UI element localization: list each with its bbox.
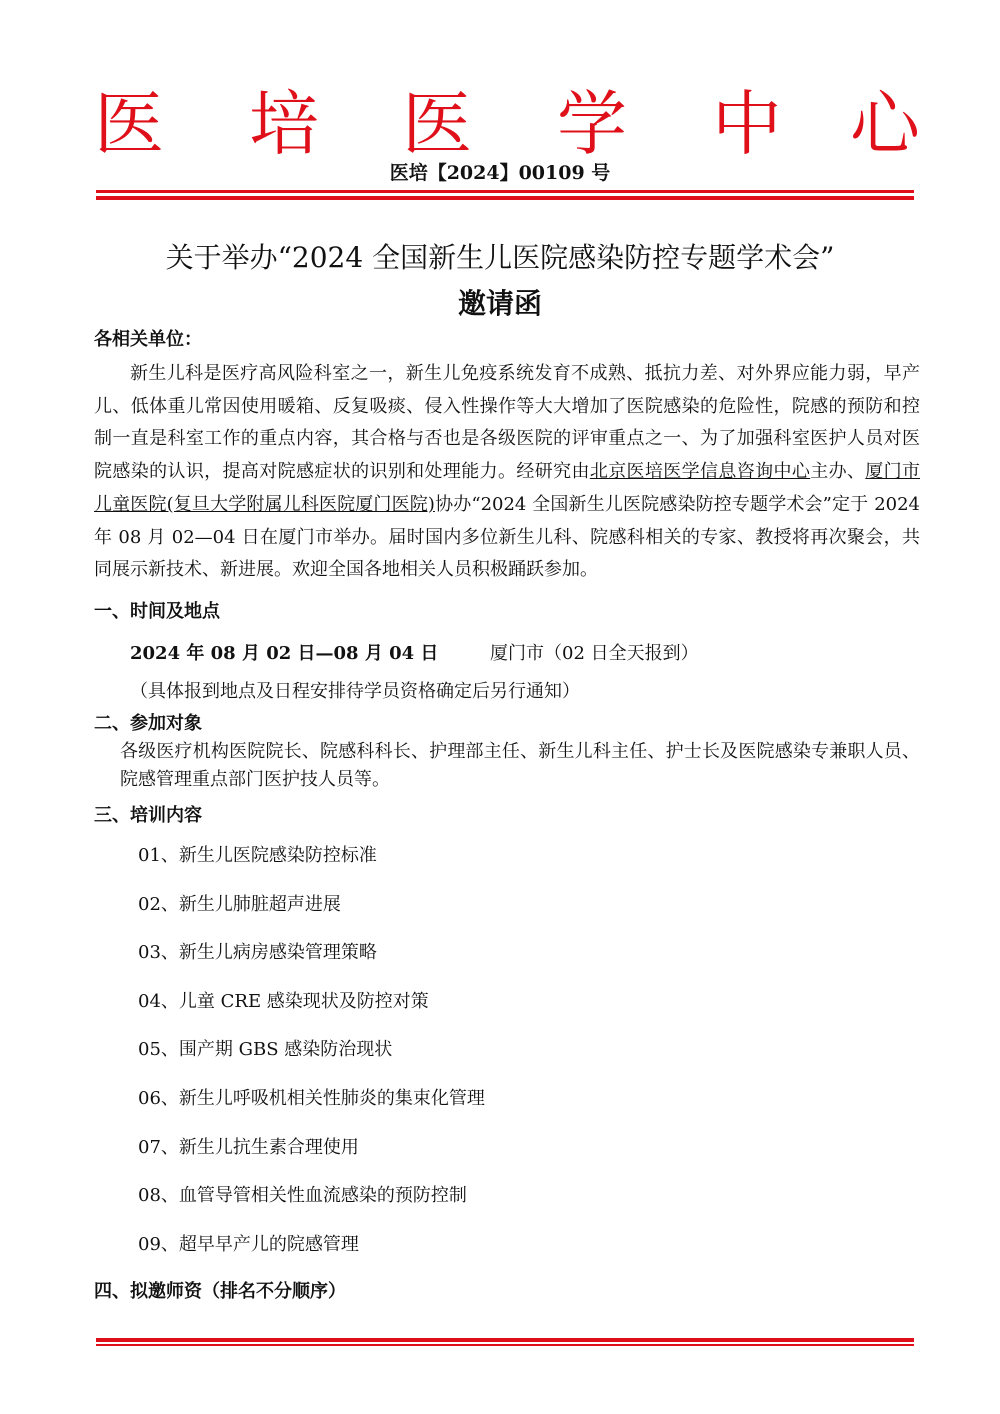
org-name-char: 学 [557, 83, 627, 165]
intro-text-part1: 新生儿科是医疗高风险科室之一，新生儿免疫系统发育不成熟、抵抗力差、对外界应能力弱，早产儿、低体重儿常因使用暖箱、反复吸痰、侵入性操作等大大增加了医院感染的危险性，院感的预防和控制一直是科室工作的重点内容，其合格与否也是各级医院的评审重点之一、为了加强科室医护人员对医院感染的认识，提高对院感症状的识别和处理能力。经研究由 [94, 363, 920, 483]
org-name-char: 医 [94, 83, 164, 165]
course-item: 05、围产期 GBS 感染防治现状 [138, 1039, 393, 1061]
intro-text-part3: 协办“2024 全国新生儿医院感染防控专题学术会”定于 2024 年 08 月 02—04 日在厦门市举办。届时国内多位新生儿科、院感科相关的专家、教授将再次聚会，共同展示新技术、新进展。欢迎全国各地相关人员积极踊跃参加。 [94, 493, 921, 581]
document-subtitle: 邀请函 [457, 287, 542, 320]
audience-text: 各级医疗机构医院院长、院感科科长、护理部主任、新生儿科主任、护士长及医院感染专兼职人员、院感管理重点部门医护技人员等。 [120, 741, 920, 790]
salutation: 各相关单位： [94, 329, 202, 350]
course-item: 08、血管导管相关性血流感染的预防控制 [138, 1185, 467, 1207]
course-item: 04、儿童 CRE 感染现状及防控对策 [138, 990, 429, 1012]
event-date: 2024 年 08 月 02 日—08 月 04 日 [130, 643, 439, 664]
footer-red-rule [96, 1338, 914, 1350]
header-red-rule-thin [96, 190, 914, 193]
course-list [138, 842, 485, 1279]
section-heading-time-place: 一、时间及地点 [94, 601, 220, 622]
header-red-rule [96, 190, 914, 204]
section-heading-audience: 二、参加对象 [94, 713, 202, 734]
document-number: 医培【2024】00109 号 [389, 162, 611, 184]
course-item: 07、新生儿抗生素合理使用 [138, 1136, 359, 1158]
intro-text-part2: 主办、 [810, 461, 866, 483]
section-heading-content: 三、培训内容 [94, 805, 202, 826]
course-item: 01、新生儿医院感染防控标准 [138, 845, 377, 866]
course-item: 02、新生儿肺脏超声进展 [138, 893, 341, 915]
org-name-char: 医 [402, 83, 472, 165]
org-name-char: 培 [249, 83, 319, 165]
org-name-header [94, 84, 920, 164]
time-place-note: （具体报到地点及日程安排待学员资格确定后另行通知） [130, 681, 580, 702]
document-title: 关于举办“2024 全国新生儿医院感染防控专题学术会” [165, 241, 835, 274]
course-item: 09、超早早产儿的院感管理 [138, 1233, 359, 1255]
time-place-row [130, 640, 920, 668]
org-name-char: 中 [712, 83, 782, 165]
course-item: 03、新生儿病房感染管理策略 [138, 942, 377, 964]
footer-red-rule-thick [96, 1338, 914, 1342]
section-heading-faculty: 四、拟邀师资（排名不分顺序） [94, 1281, 346, 1302]
organizer-link: 北京医培医学信息咨询中心 [589, 461, 811, 483]
org-name-char: 心 [850, 83, 920, 165]
event-place: 厦门市（02 日全天报到） [490, 643, 699, 664]
co-organizer-link: 厦门市儿童医院(复旦大学附属儿科医院厦门医院) [94, 461, 921, 515]
course-item: 06、新生儿呼吸机相关性肺炎的集束化管理 [138, 1087, 485, 1109]
footer-red-rule-thin [96, 1344, 914, 1346]
intro-paragraph [94, 358, 920, 587]
header-red-rule-thick [96, 196, 914, 200]
